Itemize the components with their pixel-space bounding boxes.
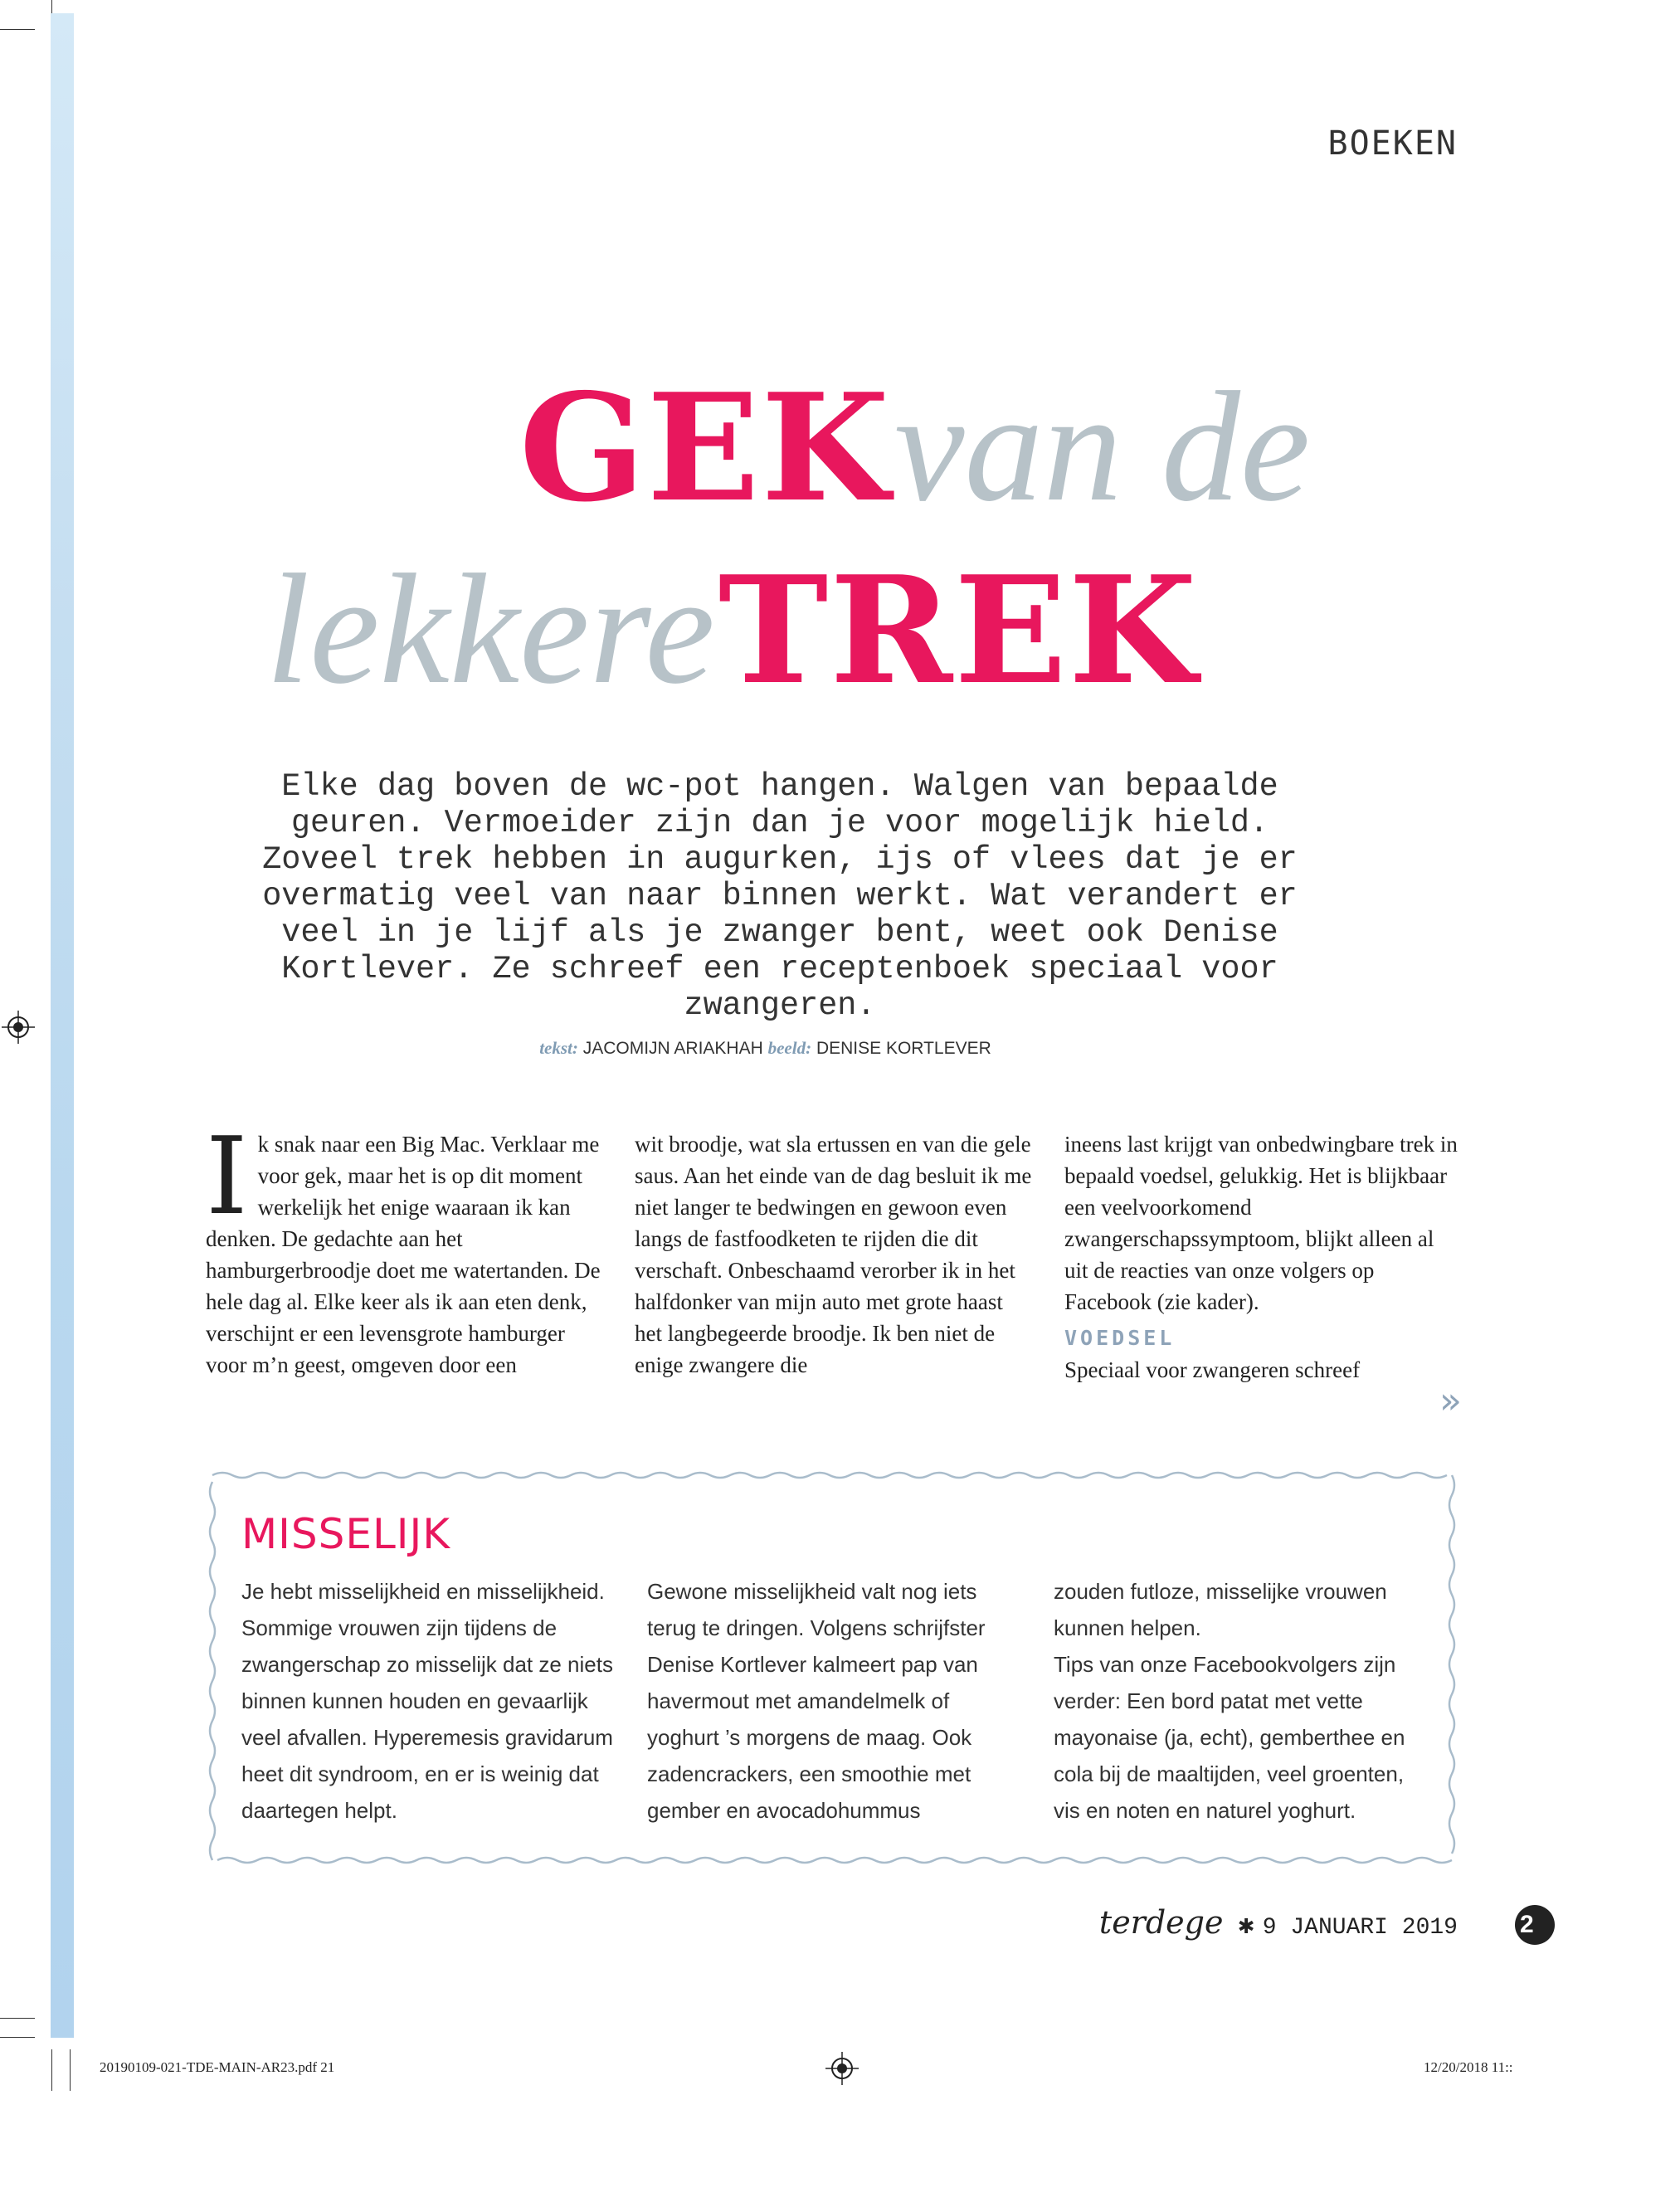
article-column-3: [1064, 1128, 1463, 1386]
crop-mark-top-left-h: [0, 29, 35, 30]
headline-gek: GEK: [519, 361, 892, 534]
credit-image-author: DENISE KORTLEVER: [816, 1039, 991, 1058]
continue-arrow-icon: »: [1439, 1380, 1462, 1422]
box-col3-text-a: zouden futloze, misselijke vrouwen kunnen helpen.: [1054, 1579, 1387, 1640]
drop-cap: I: [206, 1115, 248, 1239]
headline-line-1: [149, 357, 1680, 534]
credit-text-label: tekst:: [539, 1038, 578, 1058]
slug-datetime: 12/20/2018 11::: [1424, 2059, 1513, 2075]
headline-lekkere: lekkere: [265, 543, 715, 717]
issue-date: 9 JANUARI 2019: [1262, 1915, 1458, 1941]
crop-mark-bottom-left-h2: [0, 2037, 35, 2038]
box-column-3: [1054, 1573, 1427, 1829]
box-column-2: [647, 1573, 1020, 1829]
box-wave-edge: [212, 1473, 1447, 1478]
intro-paragraph: Elke dag boven de wc-pot hangen. Walgen van bepaalde geuren. Vermoeider zijn dan je voor mogelijk hield. Zoveel trek hebben in augurken, ijs of vlees dat je er overmatig veel van naar binnen werkt. Wat verandert er veel in je lijf als je zwanger bent, weet ook Denise Kortlever. Ze schreef een receptenboek speciaal voor zwangeren.: [262, 768, 1298, 1024]
box-column-1: [241, 1573, 615, 1829]
article-col1-text: k snak naar een Big Mac. Verklaar me voor gek, maar het is op dit moment werkelijk het enige waaraan ik kan denken. De gedachte aan het hamburgerbroodje doet me watertanden. De hele dag al. Elke keer als ik aan eten denk, verschijnt er een levensgrote hamburger voor m’n geest, omgeven door een: [206, 1132, 601, 1377]
box-col1-text: Je hebt misselijkheid en misselijkheid. Sommige vrouwen zijn tijdens de zwangerschap zo misselijk dat ze niets binnen kunnen houden en gevaarlijk veel afvallen. Hyperemesis gravidarum heet dit syndroom, en er is weinig dat daartegen helpt.: [241, 1579, 613, 1823]
box-wave-edge: [210, 1482, 215, 1860]
box-col3-text-b: Tips van onze Facebookvolgers zijn verder: Een bord patat met vette mayonaise (ja, echt), gemberthee en cola bij de maaltijden, veel groenten, vis en noten en naturel yoghurt.: [1054, 1652, 1405, 1823]
headline-line-2: [0, 539, 1497, 717]
article-col3-text: ineens last krijgt van onbedwingbare trek in bepaald voedsel, gelukkig. Het is blijkbaar een veelvoorkomend zwangerschapssymptoom, blijkt alleen al uit de reacties van onze volgers op Facebook (zie kader).: [1064, 1132, 1458, 1314]
headline-trek: TREK: [718, 543, 1199, 717]
page-number: 2: [1515, 1905, 1555, 1945]
registration-mark-bottom-icon: [825, 2052, 859, 2085]
box-title: MISSELIJK: [241, 1510, 451, 1558]
slug-filename: 20190109-021-TDE-MAIN-AR23.pdf 21: [100, 2059, 335, 2075]
footer: [1099, 1904, 1458, 1941]
article-column-2: [635, 1128, 1033, 1381]
box-col2-text: Gewone misselijkheid valt nog iets terug te dringen. Volgens schrijfster Denise Kortlever kalmeert pap van havermout met amandelmelk of yoghurt ’s morgens de maag. Ook zadencrackers, een smoothie met gember en avocadohummus: [647, 1579, 986, 1823]
magazine-brand: terdege: [1098, 1904, 1224, 1941]
credit-image-label: beeld:: [767, 1038, 812, 1058]
headline-van-de: van de: [894, 360, 1311, 534]
credits: [0, 1038, 1531, 1059]
article-column-1: [206, 1115, 604, 1381]
crop-mark-bottom-left-h: [0, 2018, 35, 2019]
crop-mark-bottom-left-v2: [70, 2049, 71, 2091]
crop-mark-bottom-left-v: [51, 2049, 52, 2091]
left-color-bar: [51, 13, 74, 2038]
article-col3-after: Speciaal voor zwangeren schreef: [1064, 1357, 1361, 1382]
subheading-voedsel: VOEDSEL: [1064, 1326, 1176, 1350]
credit-text-author: JACOMIJN ARIAKHAH: [582, 1039, 763, 1058]
separator-star-icon: ✱: [1238, 1911, 1254, 1941]
section-label: BOEKEN: [1327, 124, 1458, 163]
registration-mark-icon: [2, 1011, 35, 1044]
article-col2-text: wit broodje, wat sla ertussen en van die gele saus. Aan het einde van de dag besluit ik me niet langer te bedwingen en gewoon even langs de fastfoodketen te rijden die dit verschaft. Onbeschaamd verorber ik in het halfdonker van mijn auto met grote haast het langbegeerde broodje. Ik ben niet de enige zwangere die: [635, 1132, 1032, 1377]
box-wave-edge: [217, 1858, 1452, 1863]
box-wave-edge: [1449, 1475, 1454, 1854]
